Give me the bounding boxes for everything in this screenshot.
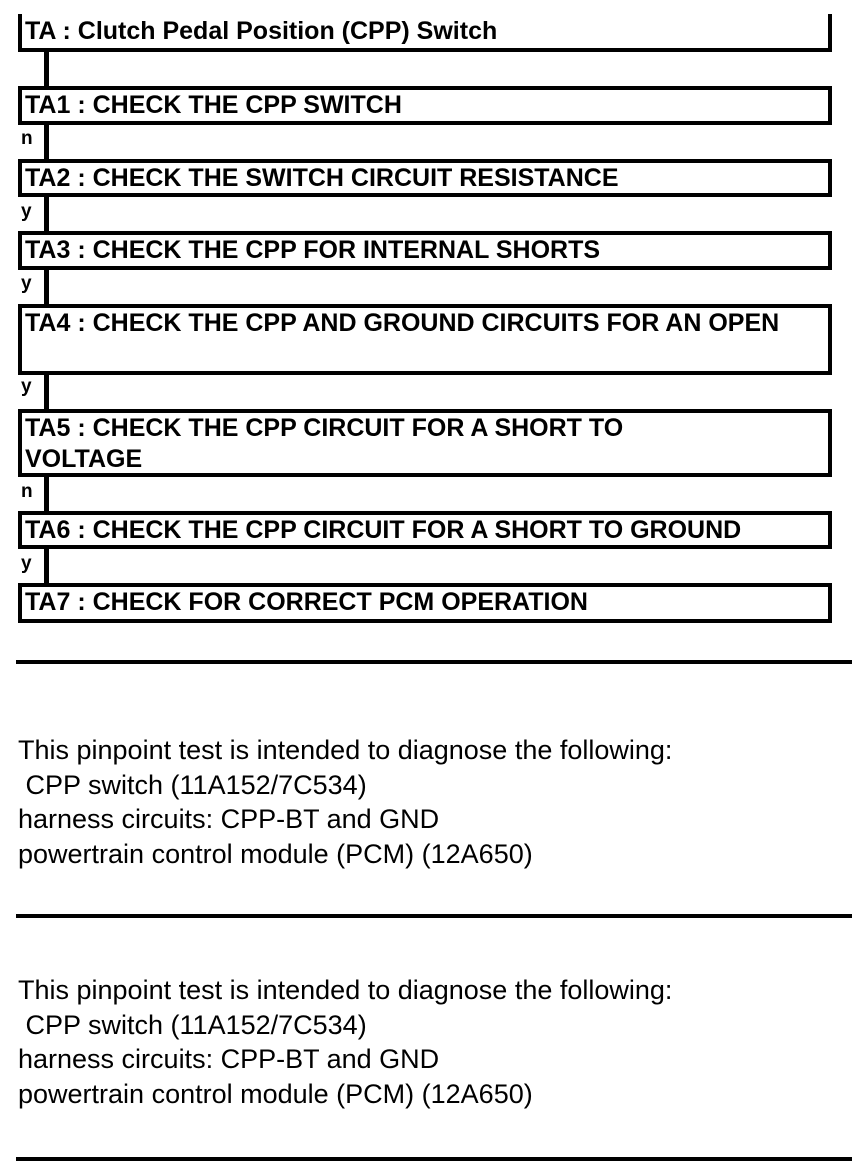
step-ta1[interactable] (18, 86, 832, 125)
connector-line (44, 270, 49, 305)
flowchart-header (18, 14, 832, 52)
step-ta4[interactable] (18, 304, 832, 375)
branch-label: y (21, 273, 32, 294)
branch-label: y (21, 376, 32, 397)
description-block (18, 733, 672, 871)
branch-label: y (21, 553, 32, 574)
connector-line (44, 549, 49, 584)
connector-line (44, 477, 49, 512)
divider (16, 914, 852, 918)
description-item: CPP switch (11A152/7C534) (18, 1009, 367, 1040)
description-intro: This pinpoint test is intended to diagnose the following: (18, 975, 673, 1005)
description-block (18, 973, 672, 1111)
description-item: harness circuits: CPP-BT and GND (18, 1044, 440, 1074)
step-label: TA2 : CHECK THE SWITCH CIRCUIT RESISTANCE (25, 164, 619, 192)
connector-line (44, 197, 49, 232)
connector-line (44, 52, 49, 87)
step-ta3[interactable] (18, 231, 832, 270)
branch-label: n (21, 128, 33, 149)
step-label: TA1 : CHECK THE CPP SWITCH (25, 91, 402, 119)
step-ta2[interactable] (18, 159, 832, 197)
connector-line (44, 125, 49, 160)
description-item: powertrain control module (PCM) (12A650) (18, 838, 533, 869)
description-intro: This pinpoint test is intended to diagnose the following: (18, 735, 673, 765)
divider (16, 660, 852, 664)
step-label: TA4 : CHECK THE CPP AND GROUND CIRCUITS FOR AN OPEN (25, 309, 780, 337)
description-item: CPP switch (11A152/7C534) (18, 769, 367, 800)
step-label: TA5 : CHECK THE CPP CIRCUIT FOR A SHORT TO VOLTAGE (25, 414, 624, 473)
description-item: powertrain control module (PCM) (12A650) (18, 1078, 533, 1109)
connector-line (44, 375, 49, 410)
step-label: TA6 : CHECK THE CPP CIRCUIT FOR A SHORT TO GROUND (25, 516, 742, 544)
description-item: harness circuits: CPP-BT and GND (18, 804, 440, 834)
step-ta5[interactable] (18, 409, 832, 477)
branch-label: y (21, 201, 32, 222)
step-ta6[interactable] (18, 511, 832, 549)
flowchart-header-label: TA : Clutch Pedal Position (CPP) Switch (25, 17, 498, 45)
step-label: TA7 : CHECK FOR CORRECT PCM OPERATION (25, 588, 588, 616)
branch-label: n (21, 481, 33, 502)
step-ta7[interactable] (18, 583, 832, 623)
divider (16, 1157, 852, 1161)
step-label: TA3 : CHECK THE CPP FOR INTERNAL SHORTS (25, 236, 601, 264)
